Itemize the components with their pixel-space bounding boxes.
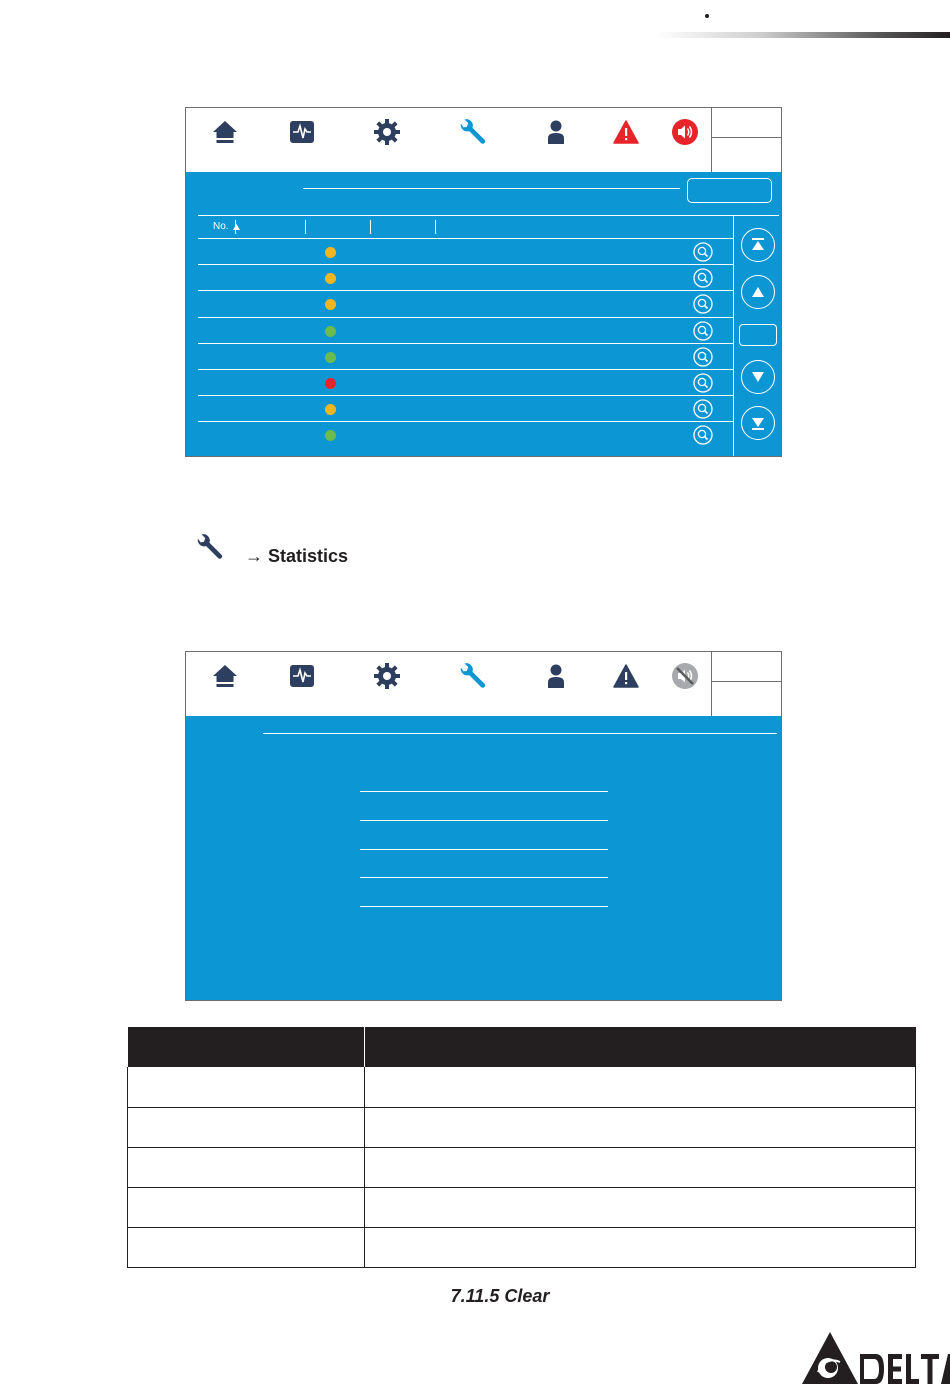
maintenance-wrench-icon[interactable] [458, 662, 486, 690]
event-detail-button[interactable] [693, 373, 713, 393]
magnifier-icon [693, 321, 713, 341]
table-header [198, 216, 733, 238]
menu-path-label: → Statistics [245, 546, 349, 566]
status-dot-warning [325, 404, 336, 415]
event-detail-button[interactable] [693, 425, 713, 445]
scroll-down-icon [751, 371, 765, 383]
maintenance-wrench-icon [195, 533, 223, 561]
alarm-warning-icon[interactable] [612, 118, 640, 146]
magnifier-icon [693, 373, 713, 393]
user-icon[interactable] [542, 118, 570, 146]
table-row [128, 1227, 916, 1267]
settings-gear-icon[interactable] [373, 662, 401, 690]
statistics-field-line [360, 849, 608, 850]
event-detail-button[interactable] [693, 268, 713, 288]
user-icon[interactable] [542, 662, 570, 690]
table-header-cell [128, 1027, 365, 1067]
table-row [128, 1187, 916, 1227]
scroll-bottom-icon [751, 415, 765, 431]
status-dot-normal [325, 326, 336, 337]
status-dot-normal [325, 430, 336, 441]
table-row [128, 1107, 916, 1147]
column-header-no-label: No. [213, 221, 229, 232]
status-dot-normal [325, 352, 336, 363]
table-header-row [128, 1027, 916, 1067]
sort-ascending-icon [233, 224, 240, 230]
event-detail-button[interactable] [693, 399, 713, 419]
panel-action-button[interactable] [687, 178, 772, 203]
table-row [128, 1147, 916, 1187]
header-dot [705, 14, 709, 18]
magnifier-icon [693, 294, 713, 314]
home-icon[interactable] [211, 662, 239, 690]
top-navbar [186, 108, 781, 172]
scroll-column-divider [733, 215, 734, 456]
event-row[interactable] [198, 369, 733, 395]
status-dot-fault [325, 378, 336, 389]
column-separator [435, 220, 436, 234]
title-underline [263, 733, 777, 734]
event-detail-button[interactable] [693, 294, 713, 314]
magnifier-icon [693, 347, 713, 367]
delta-logo [800, 1332, 950, 1385]
buzzer-icon[interactable] [671, 118, 699, 146]
settings-gear-icon[interactable] [373, 118, 401, 146]
buzzer-muted-icon[interactable] [671, 662, 699, 690]
magnifier-icon [693, 399, 713, 419]
scroll-down-button[interactable] [741, 360, 775, 394]
magnifier-icon [693, 242, 713, 262]
table-row [128, 1067, 916, 1107]
monitor-icon[interactable] [288, 118, 316, 146]
status-dot-warning [325, 273, 336, 284]
scroll-bottom-button[interactable] [741, 406, 775, 440]
magnifier-icon [693, 425, 713, 445]
title-underline [303, 188, 680, 189]
topbar-status-area [711, 652, 781, 716]
event-detail-button[interactable] [693, 242, 713, 262]
table-header-cell [365, 1027, 916, 1067]
statistics-field-line [360, 820, 608, 821]
status-dot-warning [325, 299, 336, 310]
scroll-top-icon [751, 237, 765, 253]
header-gradient-bar [655, 32, 950, 38]
status-dot-warning [325, 247, 336, 258]
event-row[interactable] [198, 343, 733, 369]
scroll-up-icon [751, 286, 765, 298]
alarm-warning-icon[interactable] [612, 662, 640, 690]
event-log-screen [185, 107, 782, 457]
event-row[interactable] [198, 238, 733, 264]
event-log-panel [186, 172, 781, 456]
statistics-screen [185, 651, 782, 1001]
statistics-panel [186, 716, 781, 1000]
scroll-top-button[interactable] [741, 228, 775, 262]
statistics-field-line [360, 877, 608, 878]
home-icon[interactable] [211, 118, 239, 146]
event-row[interactable] [198, 290, 733, 316]
column-separator [235, 220, 236, 234]
maintenance-wrench-icon[interactable] [458, 118, 486, 146]
monitor-icon[interactable] [288, 662, 316, 690]
description-table [127, 1027, 916, 1268]
scroll-up-button[interactable] [741, 275, 775, 309]
column-separator [305, 220, 306, 234]
statistics-field-line [360, 791, 608, 792]
event-row[interactable] [198, 317, 733, 343]
top-navbar [186, 652, 781, 716]
section-caption: 7.11.5 Clear [450, 1286, 550, 1306]
page-indicator [739, 324, 777, 346]
event-row[interactable] [198, 264, 733, 290]
column-separator [370, 220, 371, 234]
event-detail-button[interactable] [693, 347, 713, 367]
statistics-field-line [360, 906, 608, 907]
event-row[interactable] [198, 421, 733, 447]
magnifier-icon [693, 268, 713, 288]
topbar-status-area [711, 108, 781, 172]
event-row[interactable] [198, 395, 733, 421]
event-detail-button[interactable] [693, 321, 713, 341]
